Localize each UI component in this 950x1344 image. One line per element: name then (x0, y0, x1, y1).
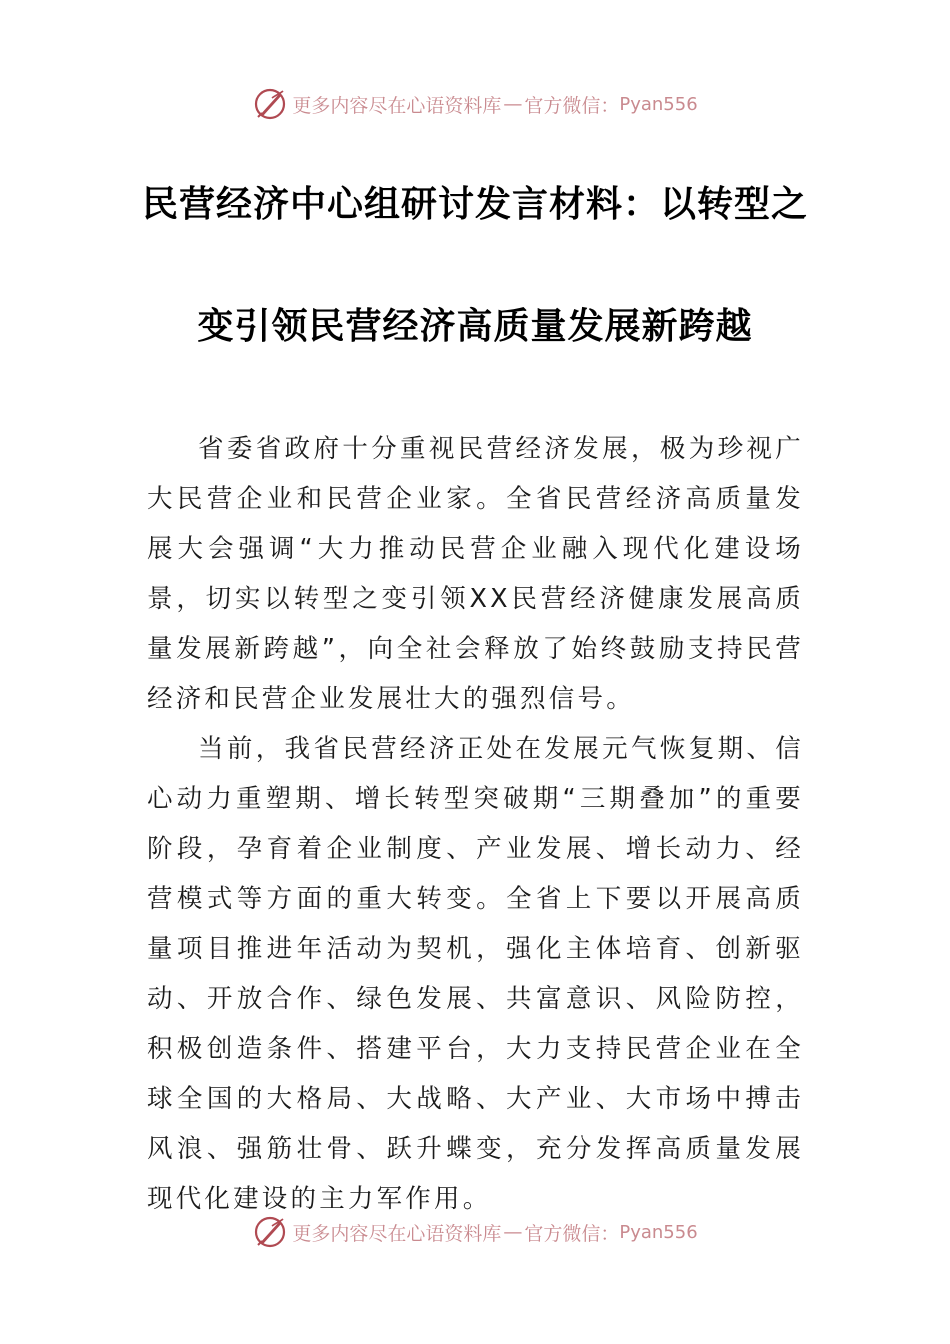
watermark-wechat-id: Pyan556 (619, 1221, 698, 1243)
watermark-separator: — (503, 1221, 523, 1243)
document-body (147, 424, 804, 1224)
body-paragraph: 省委省政府十分重视民营经济发展，极为珍视广大民营企业和民营企业家。全省民营经济高质量发展大会强调“大力推动民营企业融入现代化建设场景，切实以转型之变引领XX民营经济健康发展高质量发展新跨越”，向全社会释放了始终鼓励支持民营经济和民营企业发展壮大的强烈信号。 (147, 434, 804, 714)
document-title-line-2: 变引领民营经济高质量发展新跨越 (197, 306, 753, 347)
watermark-library-text: 更多内容尽在心语资料库 (292, 1222, 502, 1245)
watermark-separator: — (503, 93, 523, 115)
watermark-wechat-id: Pyan556 (619, 93, 698, 115)
document-title-line-1: 民营经济中心组研讨发言材料：以转型之 (141, 184, 808, 225)
watermark-wechat-label: 官方微信： (524, 1222, 620, 1245)
body-paragraph: 当前，我省民营经济正处在发展元气恢复期、信心动力重塑期、增长转型突破期“三期叠加”的重要阶段，孕育着企业制度、产业发展、增长动力、经营模式等方面的重大转变。全省上下要以开展高质量项目推进年活动为契机，强化主体培育、创新驱动、开放合作、绿色发展、共富意识、风险防控，积极创造条件、搭建平台，大力支持民营企业在全球全国的大格局、大战略、大产业、大市场中搏击风浪、强筋壮骨、跃升蝶变，充分发挥高质量发展现代化建设的主力军作用。 (147, 734, 804, 1214)
quill-logo-icon (252, 1214, 288, 1250)
quill-logo-icon (252, 86, 288, 122)
watermark-library-text: 更多内容尽在心语资料库 (292, 94, 502, 117)
header-watermark (0, 84, 950, 124)
watermark-wechat-label: 官方微信： (524, 94, 620, 117)
footer-watermark (0, 1212, 950, 1252)
